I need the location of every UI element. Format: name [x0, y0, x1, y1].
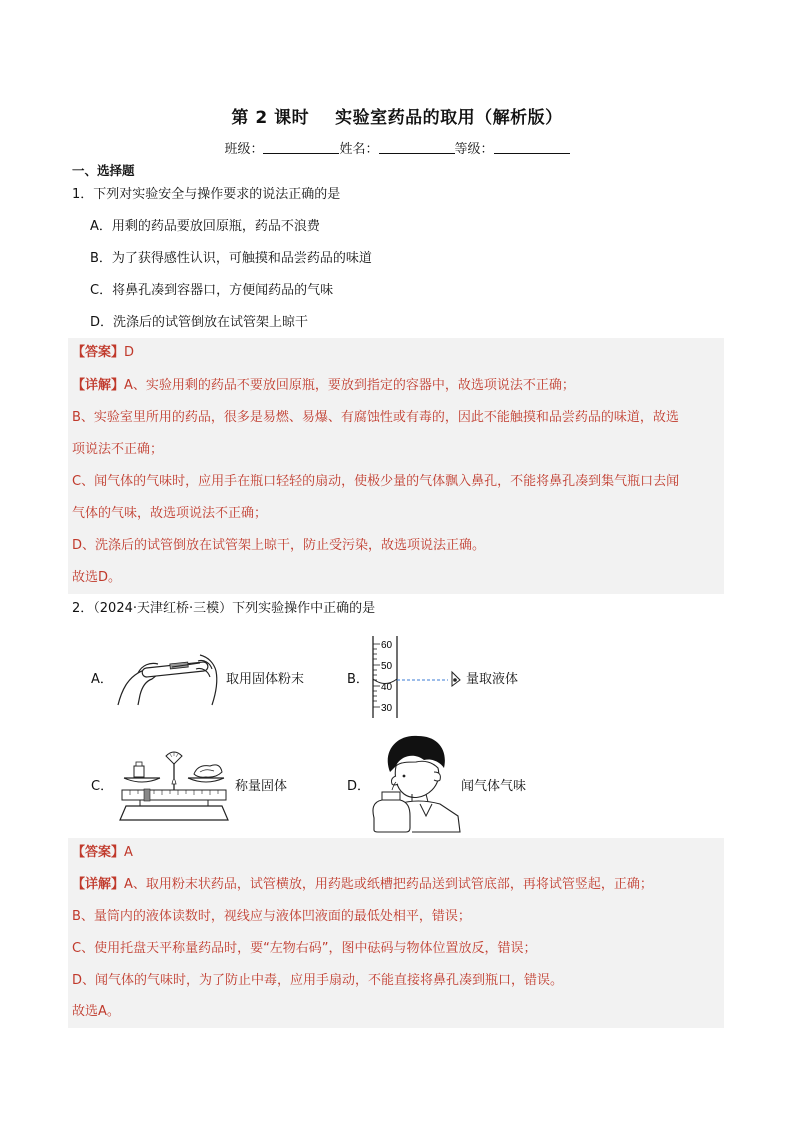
q1-detail-line: B、实验室里所用的药品，很多是易燃、易爆、有腐蚀性或有毒的，因此不能触摸和品尝药品的味道，故选: [72, 410, 679, 425]
cylinder-tick-50: 50: [381, 661, 393, 672]
q1-detail-line: 项说法不正确；: [72, 442, 164, 457]
q1-option-a: A．用剩的药品要放回原瓶，药品不浪费: [90, 219, 320, 234]
grade-field[interactable]: [494, 141, 570, 154]
q1-detail-line: 【详解】A、实验用剩的药品不要放回原瓶，要放到指定的容器中，故选项说法不正确；: [72, 378, 575, 393]
lesson-title: 实验室药品的取用（解析版）: [335, 108, 563, 128]
page-title: [0, 103, 794, 128]
q2-option-a-text: 取用固体粉末: [226, 672, 305, 687]
cylinder-tick-60: 60: [381, 640, 393, 651]
q1-detail-line: 气体的气味，故选项说法不正确；: [72, 506, 268, 521]
q2-detail-line: D、闻气体的气味时，为了防止中毒，应用手扇动，不能直接将鼻孔凑到瓶口，错误。: [72, 973, 564, 988]
q1-detail-line: C、闻气体的气味时，应用手在瓶口轻轻的扇动，使极少量的气体飘入鼻孔，不能将鼻孔凑到集气瓶口去闻: [72, 474, 680, 489]
q2-option-c-letter: C．: [91, 779, 114, 794]
q1-option-c: C．将鼻孔凑到容器口，方便闻药品的气味: [90, 283, 334, 298]
section-heading: 一、选择题: [72, 163, 135, 178]
q1-option-b: B．为了获得感性认识，可触摸和品尝药品的味道: [90, 251, 372, 266]
q2-option-a-letter: A．: [91, 672, 113, 687]
q2-option-b-text: 量取液体: [466, 672, 519, 687]
q2-detail-line: C、使用托盘天平称量药品时，要“左物右码”，图中砝码与物体位置放反，错误；: [72, 941, 537, 956]
q2-detail-line: 【详解】A、取用粉末状药品，试管横放，用药匙或纸槽把药品送到试管底部，再将试管竖起，正确；: [72, 877, 653, 892]
q2-stem: 2．（2024·天津红桥·三模）下列实验操作中正确的是: [72, 601, 376, 616]
q2-option-d-letter: D．: [347, 779, 371, 794]
lesson-number: 第 2 课时: [231, 108, 310, 128]
q1-detail-line: 故选D。: [72, 570, 122, 585]
q2-answer-box: [68, 838, 724, 1028]
q1-stem: 1．下列对实验安全与操作要求的说法正确的是: [72, 187, 341, 202]
balance-scale-illustration: [110, 744, 238, 824]
q1-answer: 【答案】D: [72, 345, 135, 360]
q2-option-d-text: 闻气体气味: [461, 779, 527, 794]
q2-option-c-text: 称量固体: [235, 779, 288, 794]
powder-test-tube-illustration: [112, 645, 224, 707]
grade-label: 等级：: [454, 142, 494, 157]
name-label: 姓名：: [339, 142, 379, 157]
cylinder-tick-40: 40: [381, 682, 393, 693]
class-label: 班级：: [224, 142, 264, 157]
smelling-gas-illustration: [368, 732, 464, 834]
student-info-line: [0, 138, 794, 157]
q2-detail-line: 故选A。: [72, 1004, 120, 1019]
class-field[interactable]: [263, 141, 339, 154]
q2-option-b-letter: B．: [347, 672, 369, 687]
q2-answer: 【答案】A: [72, 845, 133, 860]
q2-detail-line: B、量筒内的液体读数时，视线应与液体凹液面的最低处相平，错误；: [72, 909, 471, 924]
q1-detail-line: D、洗涤后的试管倒放在试管架上晾干，防止受污染，故选项说法正确。: [72, 538, 486, 553]
name-field[interactable]: [379, 141, 455, 154]
graduated-cylinder-illustration: [368, 634, 468, 720]
cylinder-tick-30: 30: [381, 703, 393, 714]
q1-option-d: D．洗涤后的试管倒放在试管架上晾干: [90, 315, 309, 330]
